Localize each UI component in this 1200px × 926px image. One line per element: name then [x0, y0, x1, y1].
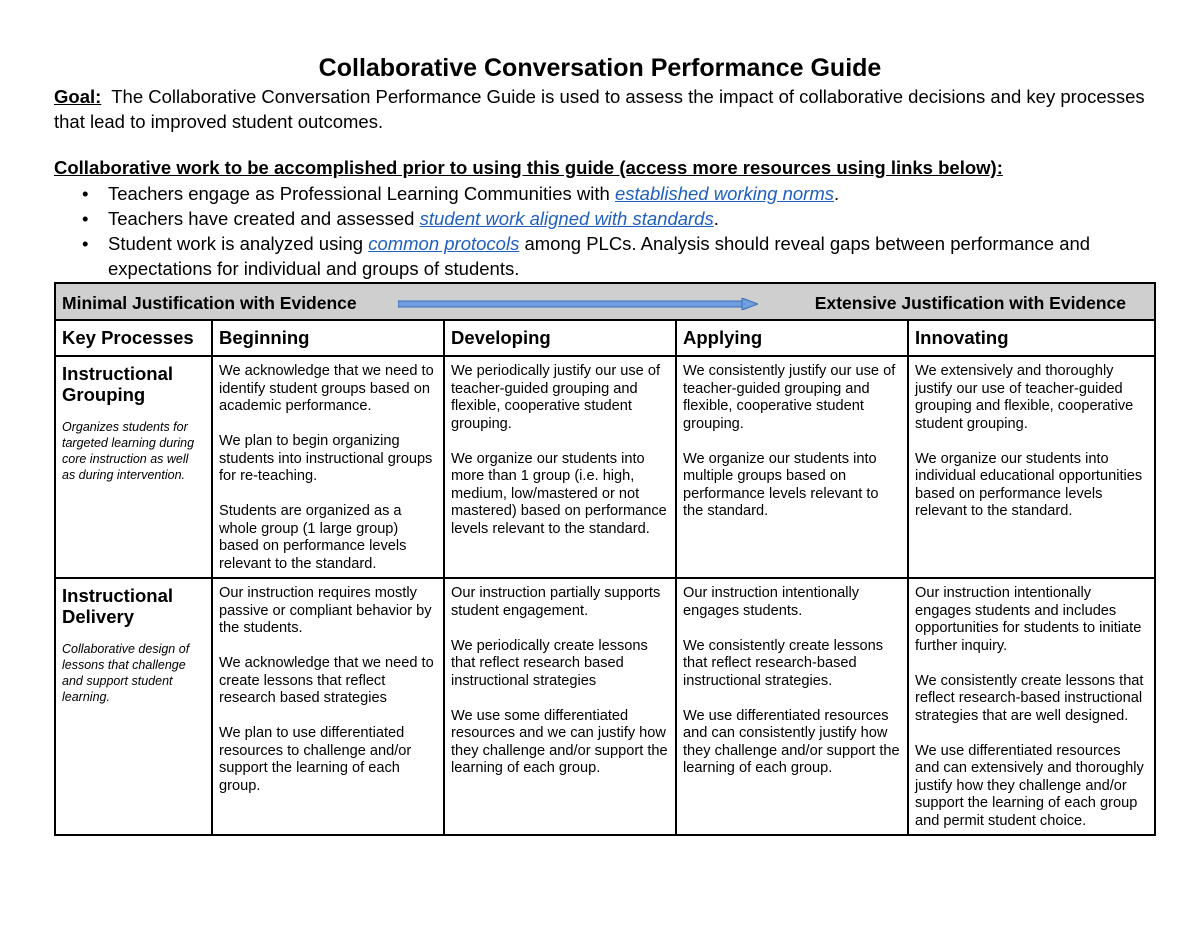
right-arrow-icon — [398, 298, 758, 310]
justification-scale — [55, 283, 1155, 320]
column-header: Innovating — [908, 320, 1155, 356]
goal-label: Goal: — [54, 86, 102, 107]
bullet-text: Student work is analyzed using — [108, 233, 369, 254]
level-cell-developing — [444, 578, 676, 835]
level-text: We acknowledge that we need to identify student groups based on academic performance. — [219, 363, 434, 414]
level-text: We consistently create lessons that reflect research-based instructional strategies that are well designed. — [915, 672, 1144, 724]
bullet-text: . — [713, 208, 719, 229]
scale-max-label: Extensive Justification with Evidence — [814, 293, 1127, 313]
level-text: Our instruction intentionally engages students. — [683, 585, 860, 619]
bullet-icon: • — [82, 208, 89, 229]
level-text: We use some differentiated resources and we can justify how they challenge and/or support the learning of each group. — [451, 707, 668, 776]
level-text: We use differentiated resources and can extensively and thoroughly justify how they challenge and/or support the learning of each group and permit student choice. — [915, 742, 1144, 829]
process-name: Instructional Grouping — [62, 363, 174, 405]
bullet-icon: • — [82, 233, 89, 254]
level-cell-innovating — [908, 578, 1155, 835]
bullet-text: among PLCs. Analysis should reveal gaps between performance and expectations for individual and groups of students. — [108, 233, 1091, 279]
table-row — [55, 356, 1155, 578]
level-text: Our instruction requires mostly passive or compliant behavior by the students. — [219, 585, 432, 636]
bullet-icon: • — [82, 183, 89, 204]
key-process-cell — [55, 578, 212, 835]
prework-list — [54, 181, 1134, 281]
level-text: We plan to begin organizing students into instructional groups for re-teaching. — [219, 433, 433, 484]
bullet-text: Teachers engage as Professional Learning Communities with — [108, 183, 615, 204]
level-text: We periodically justify our use of teacher-guided grouping and flexible, cooperative student grouping. — [451, 363, 661, 432]
student-work-aligned-link[interactable]: student work aligned with standards — [419, 208, 714, 229]
level-cell-applying — [676, 356, 908, 578]
level-cell-beginning — [212, 356, 444, 578]
scale-min-label: Minimal Justification with Evidence — [62, 293, 357, 313]
level-text: We acknowledge that we need to create lessons that reflect research based strategies — [219, 655, 434, 706]
column-header-row — [55, 320, 1155, 356]
bullet-text: Teachers have created and assessed — [108, 208, 420, 229]
level-text: We consistently create lessons that reflect research-based instructional strategies. — [683, 637, 884, 689]
column-header: Applying — [676, 320, 908, 356]
prework-heading: Collaborative work to be accomplished prior to using this guide (access more resources using links below): — [54, 157, 1003, 178]
page-title: Collaborative Conversation Performance Guide — [318, 54, 882, 82]
process-description: Collaborative design of lessons that challenge and support student learning. — [62, 642, 190, 704]
level-text: We consistently justify our use of teacher-guided grouping and flexible, cooperative student grouping. — [683, 363, 896, 432]
established-working-norms-link[interactable]: established working norms — [614, 183, 835, 204]
goal-statement — [54, 84, 1154, 134]
level-cell-beginning — [212, 578, 444, 835]
list-item — [54, 206, 1134, 231]
level-text: We organize our students into multiple groups based on performance levels relevant to the standard. — [683, 450, 879, 519]
goal-text: The Collaborative Conversation Performance Guide is used to assess the impact of collaborative decisions and key processes that lead to improved student outcomes. — [54, 86, 1145, 132]
column-header: Developing — [444, 320, 676, 356]
key-process-cell — [55, 356, 212, 578]
level-cell-developing — [444, 356, 676, 578]
level-text: Our instruction intentionally engages students and includes opportunities for students to initiate further inquiry. — [915, 585, 1142, 654]
level-text: We periodically create lessons that reflect research based instructional strategies — [451, 637, 648, 689]
process-name: Instructional Delivery — [62, 585, 174, 627]
performance-guide-table — [54, 282, 1156, 836]
list-item — [54, 231, 1134, 281]
table-row — [55, 578, 1155, 835]
level-cell-applying — [676, 578, 908, 835]
common-protocols-link[interactable]: common protocols — [368, 233, 520, 254]
column-header: Key Processes — [55, 320, 212, 356]
level-text: We extensively and thoroughly justify our use of teacher-guided grouping and flexible, cooperative student grouping. — [915, 363, 1134, 432]
list-item — [54, 181, 1134, 206]
level-text: Our instruction partially supports student engagement. — [451, 585, 661, 619]
column-header: Beginning — [212, 320, 444, 356]
level-text: We use differentiated resources and can consistently justify how they challenge and/or support the learning of each group. — [683, 707, 900, 776]
level-text: We organize our students into individual educational opportunities based on performance levels relevant to the standard. — [915, 450, 1143, 519]
bullet-text: . — [834, 183, 840, 204]
process-description: Organizes students for targeted learning during core instruction as well as during intervention. — [62, 420, 195, 482]
level-text: Students are organized as a whole group (1 large group) based on performance levels relevant to the standard. — [219, 503, 407, 572]
level-cell-innovating — [908, 356, 1155, 578]
level-text: We plan to use differentiated resources to challenge and/or support the learning of each group. — [219, 725, 412, 794]
level-text: We organize our students into more than 1 group (i.e. high, medium, low/mastered or not mastered) based on performance levels relevant to the standard. — [451, 450, 667, 537]
justification-scale-row — [55, 283, 1155, 320]
